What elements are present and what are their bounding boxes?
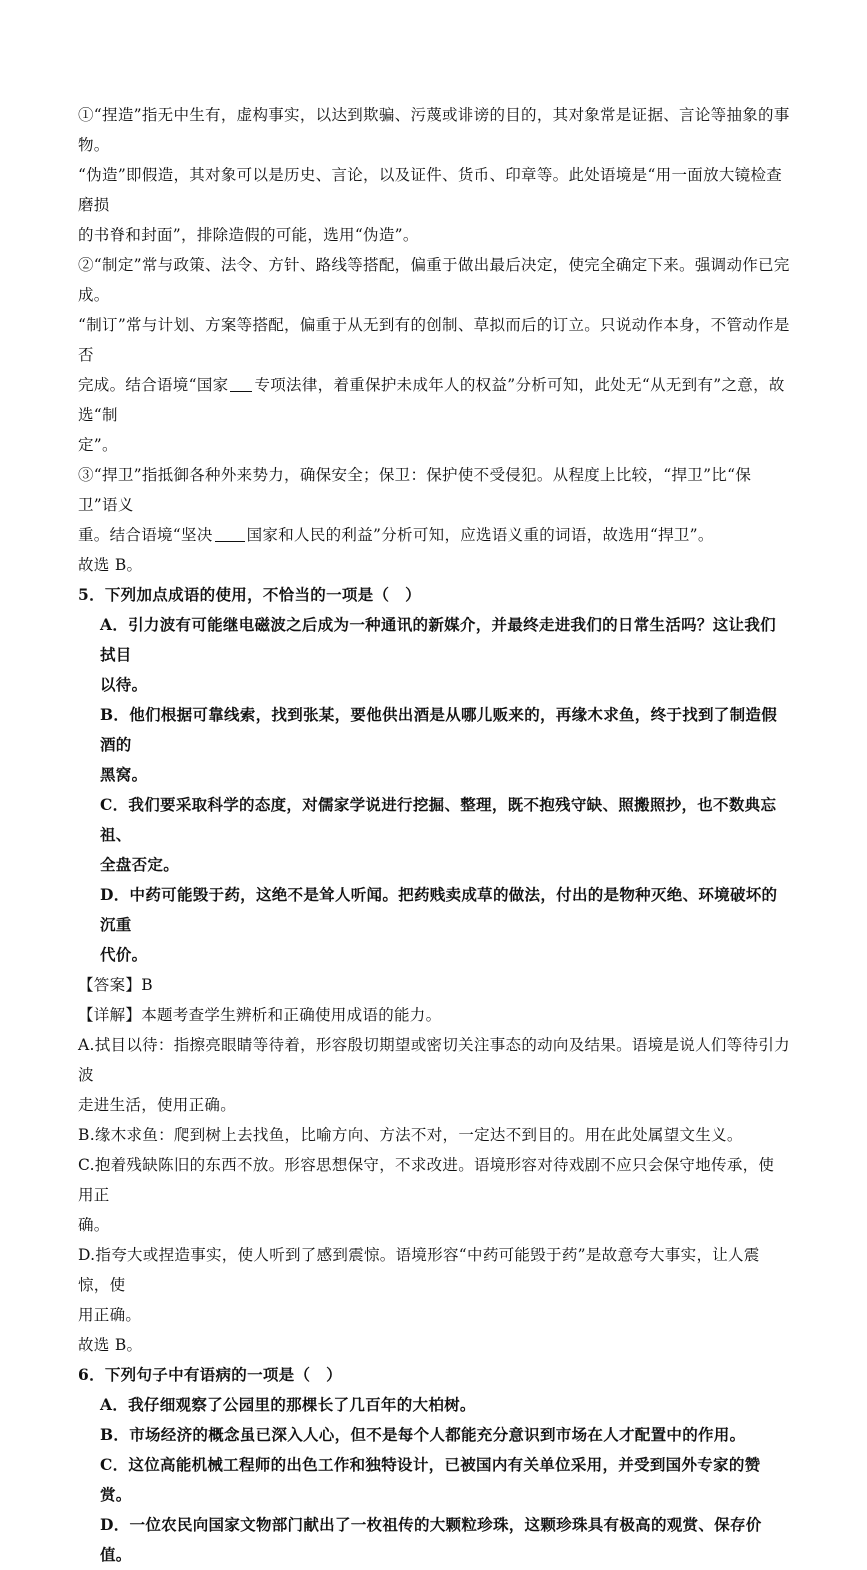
question-5-stem: 5．下列加点成语的使用，不恰当的一项是（ ） [78,585,421,604]
detail-title: 【详解】本题考查学生辨析和正确使用成语的能力。 [78,1006,442,1024]
option-c-line-1: C．我们要采取科学的态度，对儒家学说进行挖掘、整理，既不抱残守缺、照搬照抄，也不数典忘祖、 [100,795,777,844]
text-segment: 完成。结合语境“国家 [78,376,229,394]
option-c: C．这位高能机械工程师的出色工作和独特设计，已被国内有关单位采用，并受到国外专家的赞赏。 [100,1455,761,1504]
conclusion: 故选 B。 [78,1336,143,1354]
text-line [78,370,790,430]
question-6-options [78,1390,790,1570]
option-a-line-1: A．引力波有可能继电磁波之后成为一种通讯的新媒介，并最终走进我们的日常生活吗？这让我们拭目 [100,615,776,664]
option-d-line-1: D．中药可能毁于药，这绝不是耸人听闻。把药贱卖成草的做法，付出的是物种灭绝、环境破坏的沉重 [100,885,778,934]
text-line: ②“制定”常与政策、法令、方针、路线等搭配，偏重于做出最后决定，使完全确定下来。强调动作已完成。 [78,256,790,304]
explanation-paragraph-1 [78,100,790,250]
fill-blank [230,377,252,392]
option-d: D．一位农民向国家文物部门献出了一枚祖传的大颗粒珍珠，这颗珍珠具有极高的观赏、保存价值。 [100,1515,762,1564]
option-b-line-2: 黑窝。 [100,765,148,784]
option-a-line-2: 以待。 [100,675,148,694]
text-line: 定”。 [78,436,118,454]
option-b-line-1: B．他们根据可靠线索，找到张某，要他供出酒是从哪儿贩来的，再缘木求鱼，终于找到了制造假酒的 [100,705,778,754]
text-line [78,520,790,550]
conclusion: 故选 B。 [78,556,143,574]
text-segment: 国家和人民的利益”分析可知，应选语义重的词语，故选用“捍卫”。 [246,526,714,544]
detail-line: 确。 [78,1216,110,1234]
document-page [78,100,790,1570]
text-line: ①“捏造”指无中生有，虚构事实，以达到欺骗、污蔑或诽谤的目的，其对象常是证据、言论等抽象的事物。 [78,106,790,154]
fill-blank [215,527,245,542]
detail-line: A.拭目以待：指擦亮眼睛等待着，形容殷切期望或密切关注事态的动向及结果。语境是说人们等待引力波 [78,1036,790,1084]
text-segment: 专项法律，着重保护未成年人的权益”分析可知，此处无“从无到有”之意，故选“制 [78,376,785,424]
question-5-details [78,1030,790,1330]
detail-line: 走进生活，使用正确。 [78,1096,237,1114]
question-6-stem: 6．下列句子中有语病的一项是（ ） [78,1365,342,1384]
answer-label: 【答案】B [78,976,153,994]
option-d-line-2: 代价。 [100,945,148,964]
explanation-paragraph-2 [78,250,790,460]
detail-line: C.抱着残缺陈旧的东西不放。形容思想保守，不求改进。语境形容对待戏剧不应只会保守地传承，使用正 [78,1156,775,1204]
detail-line: D.指夸大或捏造事实，使人听到了感到震惊。语境形容“中药可能毁于药”是故意夸大事实，让人震惊，使 [78,1246,760,1294]
option-a: A．我仔细观察了公园里的那棵长了几百年的大柏树。 [100,1395,476,1414]
text-line: “伪造”即假造，其对象可以是历史、言论，以及证件、货币、印章等。此处语境是“用一面放大镜检查磨损 [78,166,783,214]
text-segment: 重。结合语境“坚决 [78,526,213,544]
text-line: ③“捍卫”指抵御各种外来势力，确保安全；保卫：保护使不受侵犯。从程度上比较，“捍卫”比“保卫”语义 [78,466,752,514]
detail-line: B.缘木求鱼：爬到树上去找鱼，比喻方向、方法不对，一定达不到目的。用在此处属望文生义。 [78,1126,743,1144]
detail-line: 用正确。 [78,1306,142,1324]
question-5-options [78,610,790,970]
text-line: 的书脊和封面”，排除造假的可能，选用“伪造”。 [78,226,419,244]
explanation-paragraph-3 [78,460,790,550]
option-c-line-2: 全盘否定。 [100,855,180,874]
option-b: B．市场经济的概念虽已深入人心，但不是每个人都能充分意识到市场在人才配置中的作用。 [100,1425,746,1444]
text-line: “制订”常与计划、方案等搭配，偏重于从无到有的创制、草拟而后的订立。只说动作本身，不管动作是否 [78,316,790,364]
